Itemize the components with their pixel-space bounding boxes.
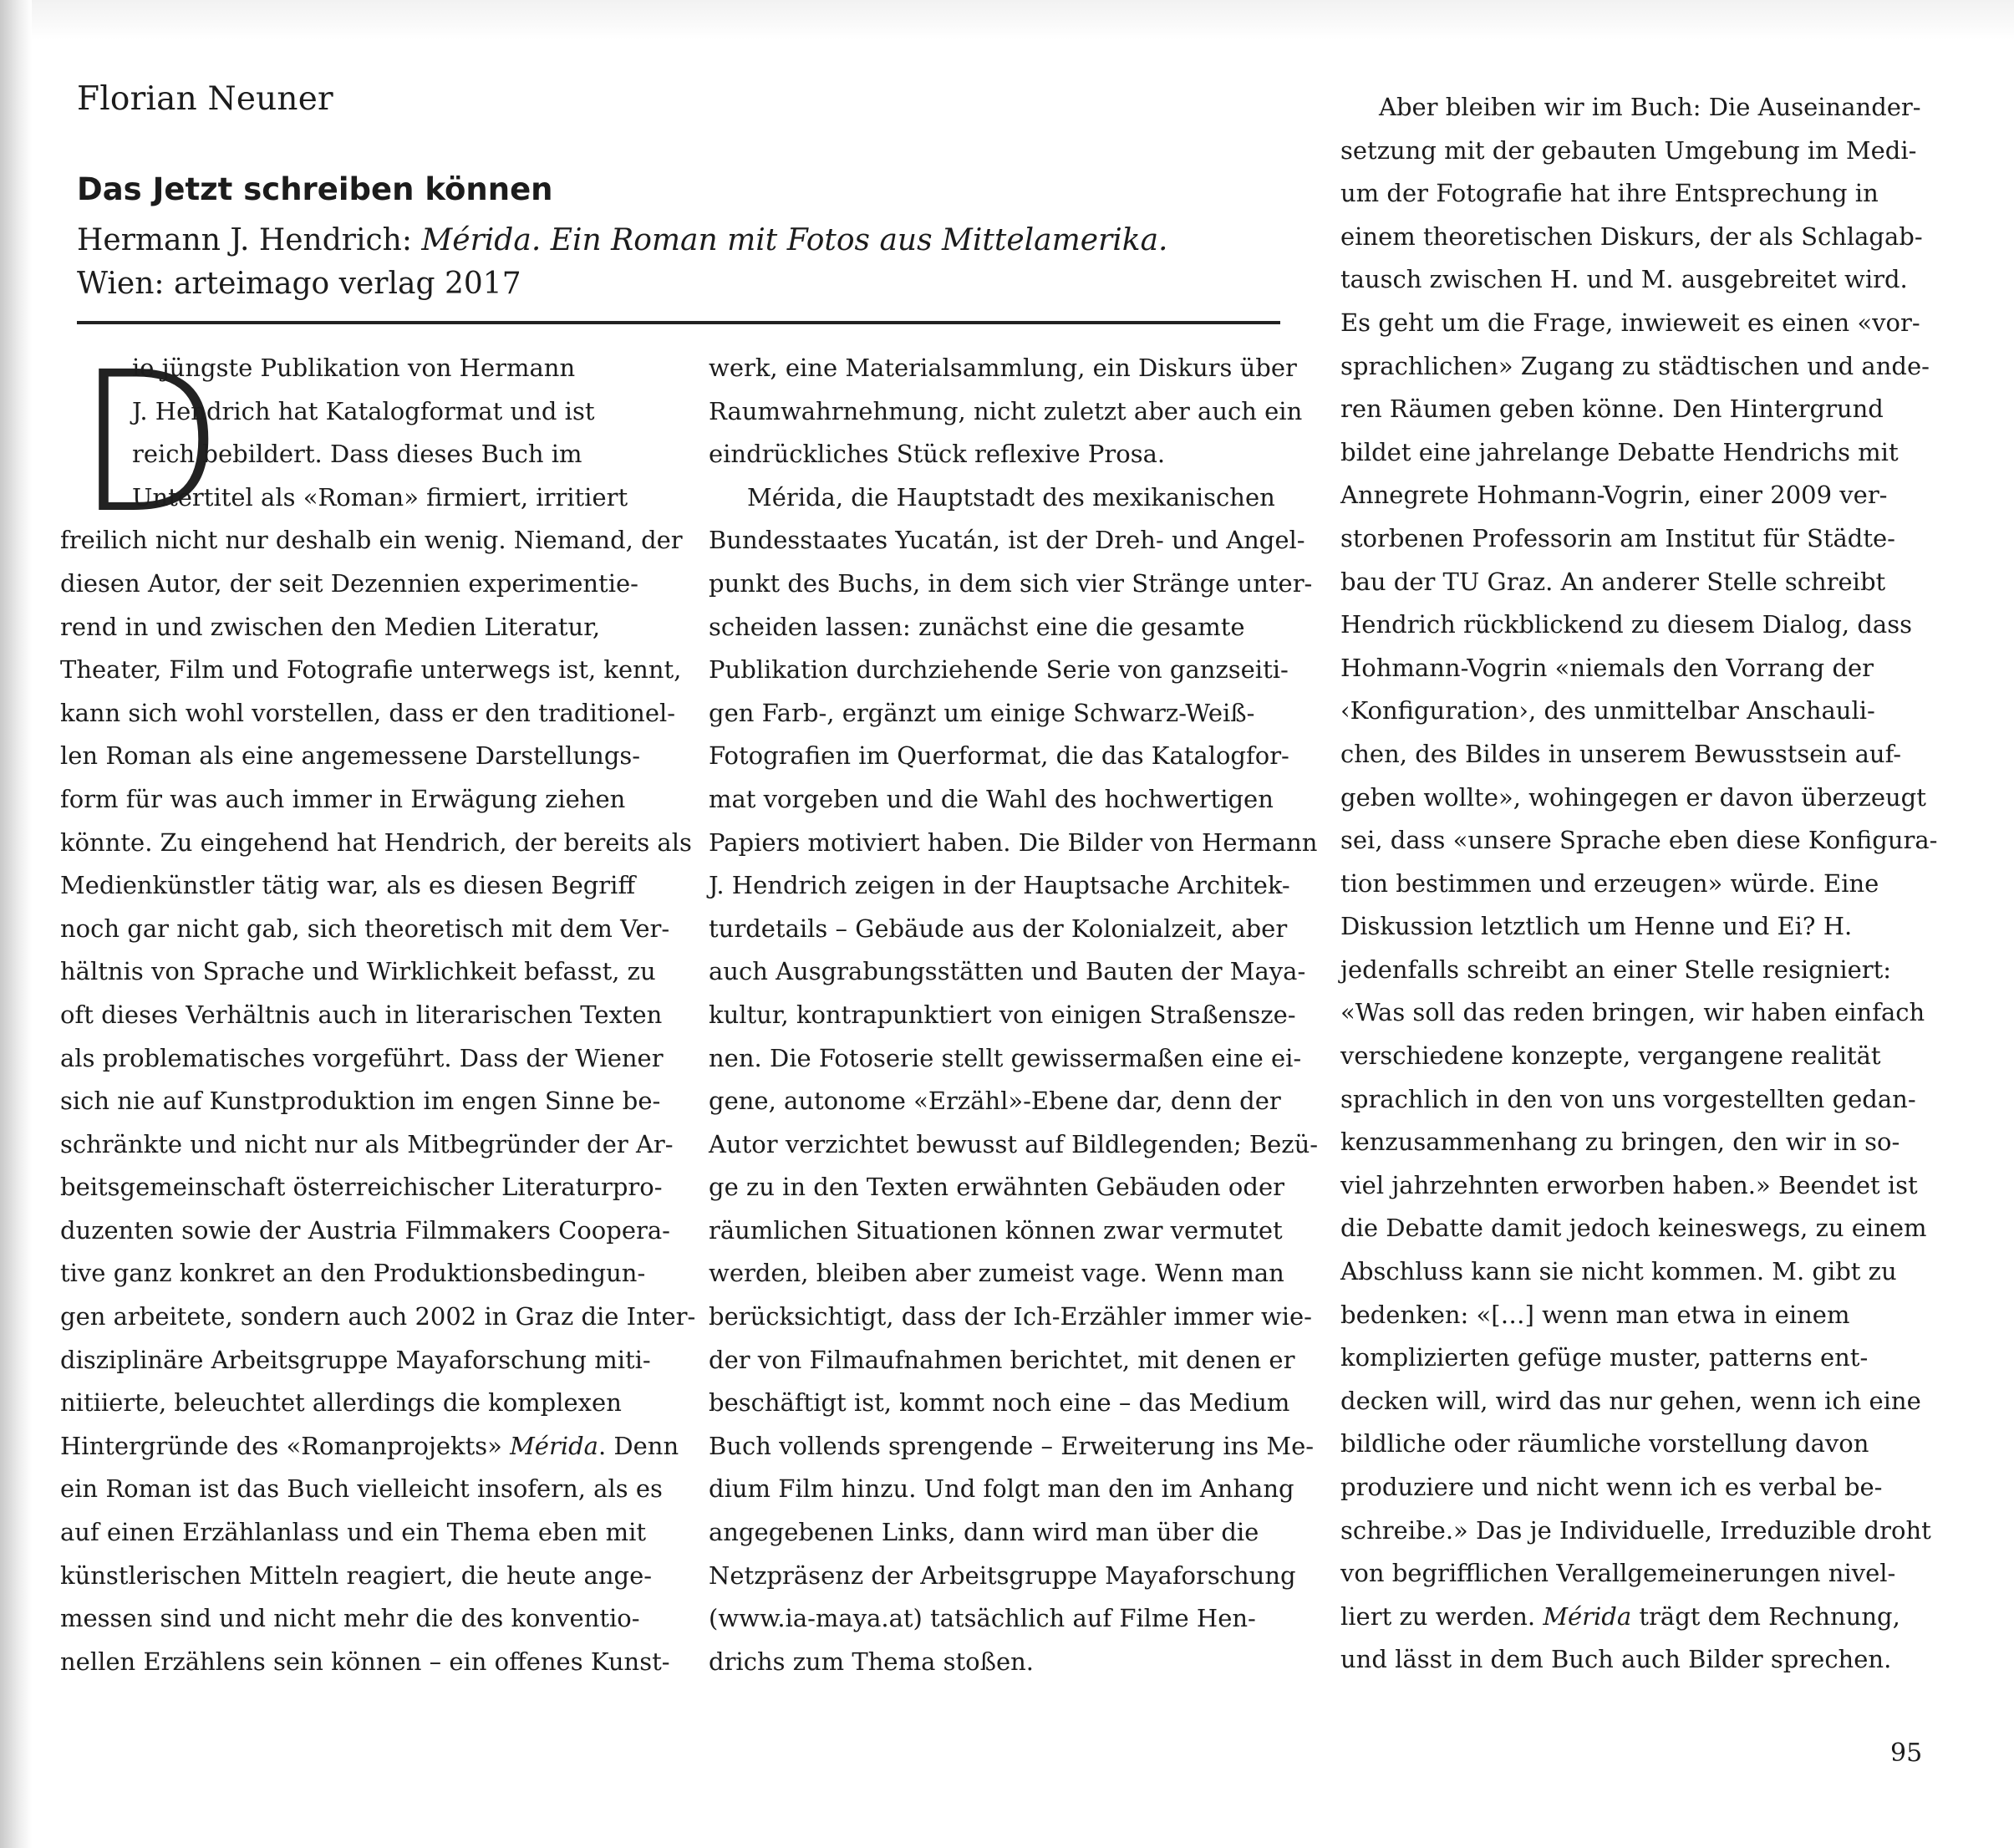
text-line [60, 692, 676, 736]
line-text: disziplinäre Arbeitsgruppe Mayaforschung miti- [60, 1345, 651, 1374]
text-line [709, 519, 1307, 563]
line-text: sei, dass «unsere Sprache eben diese Konfigura- [1340, 826, 1938, 855]
line-text: einem theoretischen Diskurs, der als Schlagab- [1340, 221, 1923, 251]
text-line [60, 864, 662, 908]
text-line [1340, 388, 1922, 431]
line-text: bedenken: «[…] wenn man etwa in einem [1340, 1300, 1850, 1329]
text-line [709, 1382, 1307, 1425]
line-text: mat vorgeben und die Wahl des hochwertigen [709, 784, 1274, 813]
line-text: Diskussion letztlich um Henne und Ei? H. [1340, 912, 1853, 941]
text-line [1340, 474, 1922, 517]
text-line [1340, 1552, 1922, 1596]
text-line [60, 778, 662, 822]
text-line [709, 994, 1307, 1037]
line-text: beschäftigt ist, kommt noch eine – das Medium [709, 1388, 1290, 1418]
line-text: ge zu in den Texten erwähnten Gebäuden oder [709, 1173, 1284, 1202]
text-line [1340, 1423, 1922, 1466]
text-line [60, 1339, 662, 1382]
text-line [1340, 1207, 1927, 1250]
text-line [1340, 733, 1922, 776]
header-rule [77, 321, 1280, 324]
line-text: storbenen Professorin am Institut für Städte- [1340, 523, 1895, 552]
line-text: oft dieses Verhältnis auch in literarischen Texten [60, 1000, 663, 1029]
text-line [60, 1123, 674, 1167]
line-text: «Was soll das reden bringen, wir haben einfach [1340, 998, 1925, 1027]
text-line [1340, 431, 1922, 475]
line-text: eindrückliches Stück reflexive Prosa. [709, 440, 1166, 469]
text-line [60, 1166, 662, 1209]
text-line [709, 822, 1318, 865]
line-text: um der Fotografie hat ihre Entsprechung in [1340, 179, 1879, 208]
text-line [1340, 647, 1922, 690]
text-line [60, 390, 662, 434]
line-text: dium Film hinzu. Und folgt man den im Anhang [709, 1474, 1294, 1504]
line-text: berücksichtigt, dass der Ich-Erzähler immer wie- [709, 1302, 1312, 1331]
line-text: sprachlichen» Zugang zu städtischen und ande- [1340, 351, 1930, 380]
line-text: Aber bleiben wir im Buch: Die Auseinander- [1379, 93, 1921, 121]
book-author: Hermann J. Hendrich: [77, 223, 422, 257]
line-text: liert zu werden. [1340, 1601, 1544, 1631]
line-text: messen sind und nicht mehr die des konventio- [60, 1604, 640, 1633]
text-line [1340, 1596, 1922, 1639]
text-line [60, 563, 662, 606]
text-line [1340, 561, 1922, 604]
text-line [1340, 517, 1922, 561]
text-line [60, 1511, 662, 1555]
text-line [709, 347, 1307, 390]
text-line [60, 822, 692, 865]
line-text: angegebenen Links, dann wird man über die [709, 1518, 1259, 1547]
line-text: Medienkünstler tätig war, als es diesen Begriff [60, 871, 636, 900]
line-text: freilich nicht nur deshalb ein wenig. Niemand, der [60, 526, 683, 555]
text-line [709, 1468, 1307, 1511]
line-text: auf einen Erzählanlass und ein Thema eben mit [60, 1518, 647, 1547]
line-text: gene, autonome «Erzähl»-Ebene dar, denn der [709, 1087, 1281, 1116]
line-text: Raumwahrnehmung, nicht zuletzt aber auch ein [709, 396, 1303, 425]
text-line [60, 735, 662, 778]
text-line [60, 1209, 670, 1253]
text-line [1340, 1336, 1922, 1380]
line-text: Buch vollends sprengende – Erweiterung ins Me- [709, 1431, 1315, 1460]
text-line [709, 1425, 1315, 1469]
line-text: kultur, kontrapunktiert von einigen Straßensze- [709, 1000, 1296, 1029]
text-line [709, 692, 1307, 736]
text-line [60, 649, 682, 692]
line-text: die Debatte damit jedoch keineswegs, zu einem [1340, 1214, 1927, 1243]
text-line [1340, 258, 1922, 302]
line-text: Annegrete Hohmann-Vogrin, einer 2009 ver- [1340, 481, 1888, 510]
line-text: scheiden lassen: zunächst eine die gesamte [709, 612, 1245, 641]
text-line [709, 1597, 1307, 1641]
text-line [1340, 1466, 1922, 1509]
line-text: drichs zum Thema stoßen. [709, 1647, 1035, 1676]
text-line [1340, 1294, 1922, 1337]
text-line [60, 606, 662, 649]
text-line [1340, 905, 1922, 949]
line-text: künstlerischen Mitteln reagiert, die heute ange- [60, 1560, 653, 1590]
book-publisher: Wien: arteimago verlag 2017 [77, 267, 521, 301]
line-text: tive ganz konkret an den Produktionsbedingun- [60, 1259, 646, 1288]
line-text: verschiedene konzepte, vergangene realität [1340, 1041, 1881, 1071]
line-text: Abschluss kann sie nicht kommen. M. gibt zu [1340, 1257, 1897, 1286]
text-column-1 [60, 330, 696, 1683]
text-line [1340, 302, 1922, 345]
line-text: Publikation durchziehende Serie von ganzseiti- [709, 655, 1289, 685]
drop-cap: D [75, 330, 225, 556]
line-text: ‹Konfiguration›, des unmittelbar Anschauli- [1340, 696, 1875, 725]
text-line [709, 390, 1307, 434]
article-author: Florian Neuner [77, 80, 333, 118]
text-line [1340, 949, 1922, 992]
text-line [1340, 1250, 1922, 1294]
line-text: beitsgemeinschaft österreichischer Literaturpro- [60, 1173, 663, 1202]
line-text: decken will, wird das nur gehen, wenn ich eine [1340, 1386, 1921, 1415]
line-text: punkt des Buchs, in dem sich vier Stränge unter- [709, 568, 1313, 598]
line-text: diesen Autor, der seit Dezennien experimentie- [60, 568, 638, 598]
text-line [1340, 819, 1938, 863]
line-text: gen Farb-, ergänzt um einige Schwarz-Weiß- [709, 698, 1255, 727]
text-line [1340, 1638, 1922, 1682]
text-line [1340, 130, 1922, 173]
text-line [60, 1597, 662, 1641]
line-text: Hendrich rückblickend zu diesem Dialog, dass [1340, 610, 1912, 639]
text-line [60, 433, 662, 476]
italic-title: Mérida [1543, 1601, 1632, 1631]
line-text: komplizierten gefüge muster, patterns ent- [1340, 1343, 1869, 1372]
text-line [709, 433, 1307, 476]
text-line [709, 778, 1307, 822]
text-line [709, 735, 1307, 778]
text-line [1340, 1035, 1922, 1078]
line-text: tausch zwischen H. und M. ausgebreitet wird. [1340, 265, 1908, 294]
text-line [1340, 345, 1930, 389]
line-text: auch Ausgrabungsstätten und Bauten der Maya- [709, 957, 1306, 986]
book-reference [77, 219, 1167, 306]
text-line [1340, 776, 1926, 820]
line-text: turdetails – Gebäude aus der Kolonialzeit, aber [709, 914, 1288, 943]
text-line [709, 476, 1307, 520]
line-text: kann sich wohl vorstellen, dass er den traditionel- [60, 698, 676, 727]
italic-title: Mérida [510, 1431, 598, 1460]
line-text: noch gar nicht gab, sich theoretisch mit dem Ver- [60, 914, 670, 943]
line-text: schränkte und nicht nur als Mitbegründer der Ar- [60, 1129, 674, 1158]
line-text: Hohmann-Vogrin «niemals den Vorrang der [1340, 653, 1874, 682]
page-number: 95 [1890, 1739, 1923, 1768]
text-line [60, 1037, 662, 1081]
line-text: Autor verzichtet bewusst auf Bildlegenden; Bezü- [709, 1129, 1319, 1158]
text-line [709, 950, 1307, 994]
line-text: nen. Die Fotoserie stellt gewissermaßen eine ei- [709, 1043, 1302, 1072]
line-text: rend in und zwischen den Medien Literatur, [60, 612, 601, 641]
line-text: duzenten sowie der Austria Filmmakers Coopera- [60, 1215, 670, 1245]
line-text: Fotografien im Querformat, die das Katalogfor- [709, 741, 1289, 771]
line-text: J. Hendrich hat Katalogformat und ist [132, 396, 595, 425]
line-text: Bundesstaates Yucatán, ist der Dreh- und Angel- [709, 526, 1305, 555]
line-text: könnte. Zu eingehend hat Hendrich, der bereits als [60, 827, 692, 857]
line-text: kenzusammenhang zu bringen, den wir in so- [1340, 1128, 1900, 1157]
line-text: bau der TU Graz. An anderer Stelle schreibt [1340, 567, 1886, 596]
text-line [1340, 1121, 1922, 1164]
article-title: Das Jetzt schreiben können [77, 171, 553, 207]
text-line [1340, 991, 1925, 1035]
line-text: Theater, Film und Fotografie unterwegs ist, kennt, [60, 655, 682, 685]
text-line [60, 476, 662, 520]
text-line [709, 864, 1307, 908]
line-text: produziere und nicht wenn ich es verbal be- [1340, 1473, 1883, 1501]
text-line [60, 519, 683, 563]
text-line [709, 1511, 1307, 1555]
line-text: Hintergründe des «Romanprojekts» [60, 1431, 511, 1460]
line-text: sich nie auf Kunstproduktion im engen Sinne be- [60, 1087, 661, 1116]
text-line [709, 1123, 1319, 1167]
line-text: bildliche oder räumliche vorstellung davon [1340, 1429, 1869, 1459]
text-line [60, 1555, 662, 1598]
text-line [1340, 863, 1922, 906]
line-text: setzung mit der gebauten Umgebung im Medi- [1340, 135, 1917, 165]
line-text: bildet eine jahrelange Debatte Hendrichs mit [1340, 437, 1899, 466]
text-line [60, 994, 662, 1037]
page-top-bleed [0, 0, 2014, 40]
line-text: werden, bleiben aber zumeist vage. Wenn man [709, 1259, 1284, 1288]
text-line [1340, 690, 1922, 733]
text-line [60, 908, 670, 951]
text-line [60, 1080, 662, 1123]
line-text: Papiers motiviert haben. Die Bilder von Hermann [709, 827, 1318, 857]
text-column-2 [709, 347, 1319, 1683]
text-column-3 [1340, 86, 1938, 1682]
line-text: schreibe.» Das je Individuelle, Irreduzible droht [1340, 1515, 1931, 1545]
text-line [709, 1037, 1307, 1081]
text-line [1340, 1078, 1922, 1122]
line-text: trägt dem Rechnung, [1631, 1601, 1900, 1631]
line-text: nellen Erzählens sein können – ein offenes Kunst- [60, 1647, 670, 1676]
line-text: len Roman als eine angemessene Darstellungs- [60, 741, 641, 771]
line-text: jedenfalls schreibt an einer Stelle resigniert: [1340, 955, 1892, 984]
text-line [60, 1296, 696, 1339]
line-text: als problematisches vorgeführt. Dass der Wiener [60, 1043, 664, 1072]
line-text: hältnis von Sprache und Wirklichkeit befasst, zu [60, 957, 656, 986]
line-text: ren Räumen geben könne. Den Hintergrund [1340, 395, 1884, 424]
text-line [709, 606, 1307, 649]
text-line [1340, 1509, 1931, 1553]
line-text: werk, eine Materialsammlung, ein Diskurs über [709, 354, 1297, 382]
text-line [60, 1252, 662, 1296]
line-text: . Denn [598, 1431, 679, 1460]
line-text: ein Roman ist das Buch vielleicht insofern, als es [60, 1474, 663, 1504]
text-line [60, 950, 662, 994]
text-line [709, 1166, 1307, 1209]
text-line [60, 1425, 679, 1469]
line-text: chen, des Bildes in unserem Bewusstsein auf- [1340, 739, 1902, 768]
line-text: (www.ia-maya.at) tatsächlich auf Filme Hen- [709, 1604, 1256, 1633]
line-text: sprachlich in den von uns vorgestellten gedan- [1340, 1084, 1916, 1113]
line-text: nitiierte, beleuchtet allerdings die komplexen [60, 1388, 622, 1418]
line-text: viel jahrzehnten erworben haben.» Beendet ist [1340, 1170, 1918, 1199]
line-text: und lässt in dem Buch auch Bilder sprechen. [1340, 1645, 1892, 1674]
text-line [709, 1339, 1307, 1382]
text-line [60, 347, 662, 390]
text-line [709, 1641, 1307, 1684]
text-line [709, 1555, 1307, 1598]
text-line [60, 1382, 662, 1425]
text-line [1340, 216, 1922, 259]
text-line [709, 1252, 1307, 1296]
text-line [709, 1296, 1312, 1339]
line-text: Netzpräsenz der Arbeitsgruppe Mayaforschung [709, 1560, 1296, 1590]
line-text: tion bestimmen und erzeugen» würde. Eine [1340, 868, 1879, 898]
line-text: Mérida, die Hauptstadt des mexikanischen [747, 482, 1275, 512]
text-line [60, 1641, 670, 1684]
page-gutter-shadow [0, 0, 32, 1848]
text-line [1340, 172, 1922, 216]
text-line [60, 1468, 662, 1511]
text-line [709, 1209, 1307, 1253]
book-citation [77, 219, 1167, 262]
text-line [1340, 1164, 1922, 1208]
line-text: ie jüngste Publikation von Hermann [132, 354, 576, 382]
line-text: von begrifflichen Verallgemeinerungen nivel- [1340, 1559, 1896, 1588]
book-title: Mérida. Ein Roman mit Fotos aus Mittelamerika. [421, 223, 1168, 257]
line-text: geben wollte», wohingegen er davon überzeugt [1340, 782, 1926, 812]
text-line [709, 563, 1313, 606]
text-line [709, 649, 1307, 692]
line-text: gen arbeitete, sondern auch 2002 in Graz die Inter- [60, 1302, 696, 1331]
text-line [709, 1080, 1307, 1123]
line-text: Es geht um die Frage, inwieweit es einen «vor- [1340, 308, 1920, 337]
text-line [1340, 1380, 1922, 1423]
line-text: reich bebildert. Dass dieses Buch im [132, 440, 582, 469]
line-text: räumlichen Situationen können zwar vermutet [709, 1215, 1283, 1245]
text-line [709, 908, 1307, 951]
line-text: form für was auch immer in Erwägung ziehen [60, 784, 626, 813]
text-line [1340, 603, 1922, 647]
line-text: Untertitel als «Roman» firmiert, irritiert [132, 482, 628, 512]
line-text: J. Hendrich zeigen in der Hauptsache Architek- [709, 871, 1290, 900]
text-line [1340, 86, 1922, 130]
line-text: der von Filmaufnahmen berichtet, mit denen er [709, 1345, 1295, 1374]
